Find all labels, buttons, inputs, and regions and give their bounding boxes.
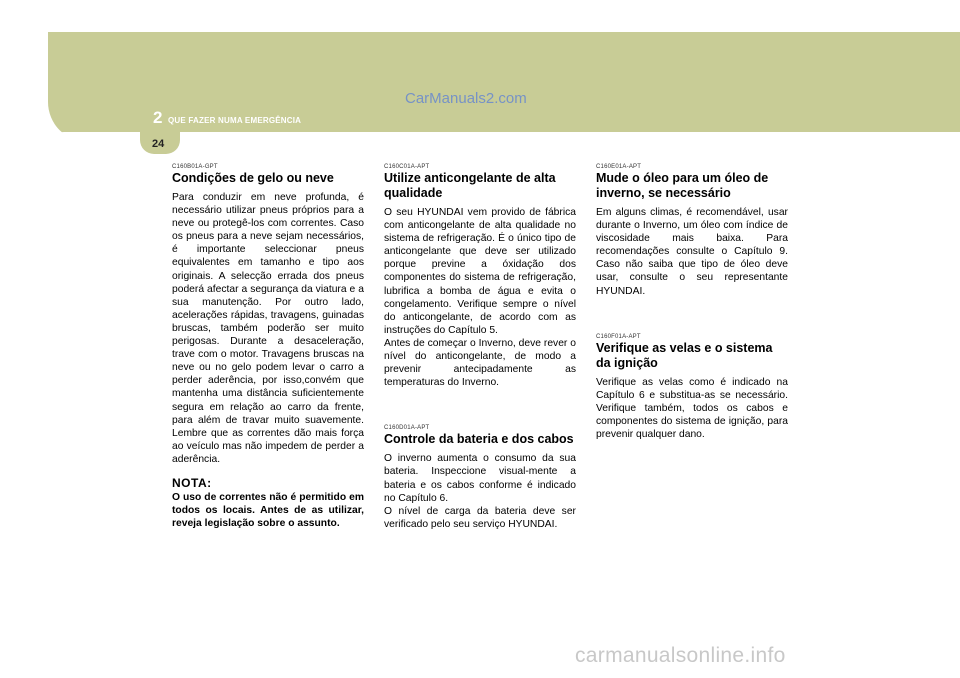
watermark-top-link[interactable]: CarManuals2.com	[405, 90, 527, 107]
chapter-number: 2	[153, 108, 163, 127]
watermark-bottom-link[interactable]: carmanualsonline.info	[575, 644, 786, 667]
header-notch	[48, 132, 960, 152]
section-code: C160B01A-GPT	[172, 164, 218, 170]
section-code: C160C01A-APT	[384, 164, 430, 170]
section-code: C160F01A-APT	[596, 333, 641, 340]
note-body: O uso de correntes não é permitido em todos os locais. Antes de as utilizar, reveja legislação sobre o assunto.	[172, 491, 364, 530]
section-code: C160D01A-APT	[384, 425, 430, 432]
header-band	[48, 32, 960, 142]
section-body: Verifique as velas como é indicado na Capítulo 6 e substitua-as se necessário. Verifique também, todos os cabos e componentes do sistema de ignição, para prevenir qualquer dano.	[596, 376, 788, 441]
section-heading: Condições de gelo ou neve	[172, 171, 334, 185]
column-1	[172, 164, 364, 530]
section-body: Para conduzir em neve profunda, é necessário utilizar pneus próprios para a neve ou protegê-los com correntes. Caso os pneus para a neve sejam necessários, é importante seleccionar pneus equivalentes em tamanho e tipo aos originais. A selecção errada dos pneus poderá afectar a segurança da viatura e a sua manutenção. Por outro lado, acelerações rápidas, travagens, guinadas bruscas, também poderão ser muito perigosas. Durante a desaceleração, trave com o motor. Travagens bruscas na neve ou no gelo podem levar o carro a perder aderência, por isso,convém que mantenha uma distância suficientemente segura em relação ao carro da frente, para além de travar muito suavemente. Lembre que as correntes dão mais força ao veículo mas não impedem de perder a aderência.	[172, 192, 364, 465]
section-heading: Controle da bateria e dos cabos	[384, 432, 574, 447]
section-heading: Utilize anticongelante de alta qualidade	[384, 171, 556, 200]
section-body: O seu HYUNDAI vem provido de fábrica com anticongelante de alta qualidade no sistema de refrigeração. É o único tipo de anticongelante que deve ser utilizado porque previne a óxidação dos componentes do sistema de refrigeração, lubrifica a bomba de água e evita o congelamento. Verifique sempre o nível do anticongelante, de acordo com as instruções do Capítulo 5. Antes de começar o Inverno, deve rever o nível do anticongelante, de modo a prevenir antecipadamente as temperaturas do Inverno.	[384, 207, 576, 389]
chapter-title: QUE FAZER NUMA EMERGÊNCIA	[168, 116, 302, 125]
column-3	[596, 164, 788, 441]
section-code: C160E01A-APT	[596, 164, 642, 170]
note-title: NOTA:	[172, 475, 212, 490]
section-heading: Mude o óleo para um óleo de inverno, se necessário	[596, 171, 769, 200]
column-2	[384, 164, 576, 531]
page-number: 24	[152, 138, 165, 150]
section-body: Em alguns climas, é recomendável, usar durante o Inverno, um óleo com índice de viscosidade mais baixa. Para recomendações consulte o Capítulo 9. Caso não saiba que tipo de óleo deve usar, consulte o seu representante HYUNDAI.	[596, 207, 788, 297]
section-heading: Verifique as velas e o sistema da ignição	[596, 340, 773, 370]
section-body: O inverno aumenta o consumo da sua bateria. Inspeccione visual-mente a bateria e os cabos conforme é indicado no Capítulo 6. O nível de carga da bateria deve ser verificado pelo seu serviço HYUNDAI.	[384, 453, 576, 530]
